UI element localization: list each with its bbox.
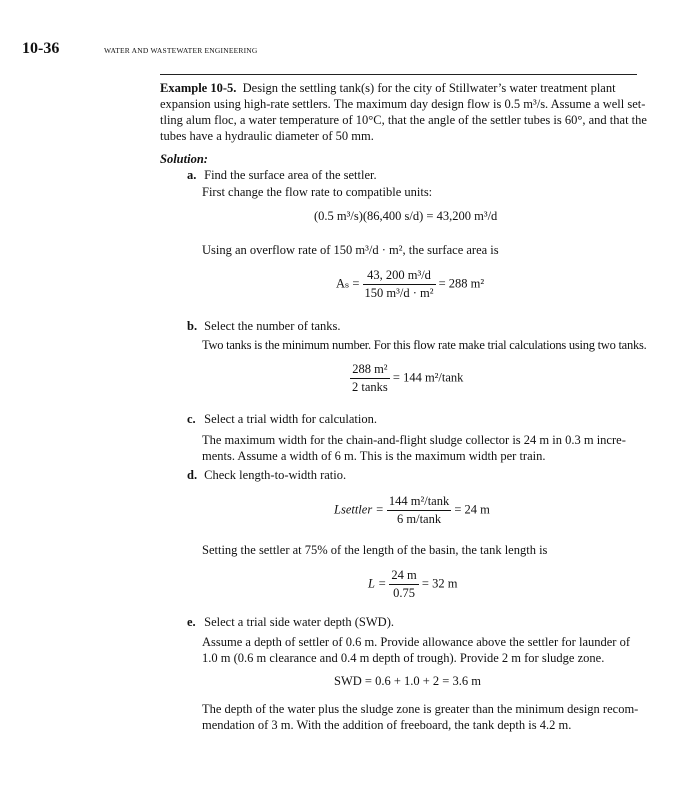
step-e-line-1: Assume a depth of settler of 0.6 m. Provide allowance above the settler for launder of	[202, 635, 630, 649]
step-a-eq2	[336, 268, 484, 301]
step-a-eq2-numerator: 43, 200 m³/d	[367, 268, 431, 282]
step-e-title	[187, 614, 394, 630]
page-number: 10-36	[22, 40, 60, 57]
problem-line-4: tubes have a hydraulic diameter of 50 mm.	[160, 129, 374, 143]
step-a-eq2-lhs: Aₛ =	[336, 276, 360, 291]
step-a-text2: Using an overflow rate of 150 m³/d · m², the surface area is	[202, 243, 499, 257]
example-label: Example 10-5.	[160, 81, 237, 95]
step-d-eq2-rhs: = 32 m	[421, 576, 458, 591]
fraction-bar	[350, 378, 390, 379]
step-b-text1: Two tanks is the minimum number. For this flow rate make trial calculations using two tanks.	[202, 338, 647, 352]
step-b-title-text: Select the number of tanks.	[204, 319, 341, 333]
step-e-closing-line-1: The depth of the water plus the sludge zone is greater than the minimum design recom-	[202, 702, 639, 716]
step-a-title	[187, 167, 377, 183]
solution-heading: Solution:	[160, 152, 208, 166]
step-d-eq2-fraction	[389, 568, 418, 601]
step-d-letter: d.	[187, 468, 198, 482]
step-e-closing	[202, 701, 637, 733]
step-b-eq-numerator: 288 m²	[352, 362, 388, 376]
step-b-eq-rhs: = 144 m²/tank	[392, 370, 464, 385]
step-e-eq: SWD = 0.6 + 1.0 + 2 = 3.6 m	[334, 674, 481, 688]
step-d-eq2	[368, 568, 457, 601]
problem-line-3: tling alum floc, a water temperature of 10°C, that the angle of the settler tubes is 60°, and that the	[160, 113, 647, 127]
step-d-eq1	[334, 494, 490, 527]
step-b-eq-denominator: 2 tanks	[352, 380, 388, 394]
step-e-line-2: 1.0 m (0.6 m clearance and 0.4 m depth of trough). Provide 2 m for sludge zone.	[202, 651, 605, 665]
step-a-eq2-rhs: = 288 m²	[438, 276, 485, 291]
step-d-eq2-lhs: L =	[368, 576, 387, 591]
running-title: WATER AND WASTEWATER ENGINEERING	[104, 46, 258, 55]
fraction-bar	[389, 584, 418, 585]
problem-line-2: expansion using high-rate settlers. The maximum day design flow is 0.5 m³/s. Assume a well set-	[160, 97, 646, 111]
step-a-eq2-denominator: 150 m³/d · m²	[364, 286, 434, 300]
step-d-eq1-numerator: 144 m²/tank	[388, 494, 450, 508]
step-a-letter: a.	[187, 168, 197, 182]
step-a-text1: First change the flow rate to compatible units:	[202, 185, 433, 199]
step-a-eq1: (0.5 m³/s)(86,400 s/d) = 43,200 m³/d	[314, 209, 498, 223]
top-rule	[160, 74, 637, 75]
step-c-title-text: Select a trial width for calculation.	[204, 412, 377, 426]
step-e-letter: e.	[187, 615, 196, 629]
step-a-title-text: Find the surface area of the settler.	[204, 168, 377, 182]
step-c-line-1: The maximum width for the chain-and-flight sludge collector is 24 m in 0.3 m incre-	[202, 433, 626, 447]
step-d-eq1-fraction	[387, 494, 451, 527]
step-e-title-text: Select a trial side water depth (SWD).	[204, 615, 394, 629]
step-d-eq2-numerator: 24 m	[391, 568, 417, 582]
step-a-eq2-fraction	[363, 268, 436, 301]
step-b-eq-fraction	[350, 362, 390, 395]
problem-line-1: Design the settling tank(s) for the city of Stillwater’s water treatment plant	[242, 81, 616, 95]
step-d-text1: Setting the settler at 75% of the length of the basin, the tank length is	[202, 543, 548, 557]
step-c-letter: c.	[187, 412, 196, 426]
step-d-title	[187, 467, 346, 483]
step-d-eq2-denominator: 0.75	[393, 586, 416, 600]
step-b-eq	[350, 362, 463, 395]
step-e-text	[202, 634, 637, 666]
example-statement	[160, 80, 647, 144]
step-c-title	[187, 411, 377, 427]
step-c-text	[202, 432, 637, 464]
step-c-line-2: ments. Assume a width of 6 m. This is the maximum width per train.	[202, 449, 546, 463]
fraction-bar	[387, 510, 451, 511]
step-b-letter: b.	[187, 319, 198, 333]
step-b-title	[187, 318, 341, 334]
step-d-title-text: Check length-to-width ratio.	[204, 468, 347, 482]
step-d-eq1-rhs: = 24 m	[454, 502, 490, 517]
step-d-eq1-lhs: Lsettler =	[334, 502, 384, 517]
fraction-bar	[363, 284, 436, 285]
step-e-closing-line-2: mendation of 3 m. With the addition of freeboard, the tank depth is 4.2 m.	[202, 718, 572, 732]
step-d-eq1-denominator: 6 m/tank	[397, 512, 442, 526]
